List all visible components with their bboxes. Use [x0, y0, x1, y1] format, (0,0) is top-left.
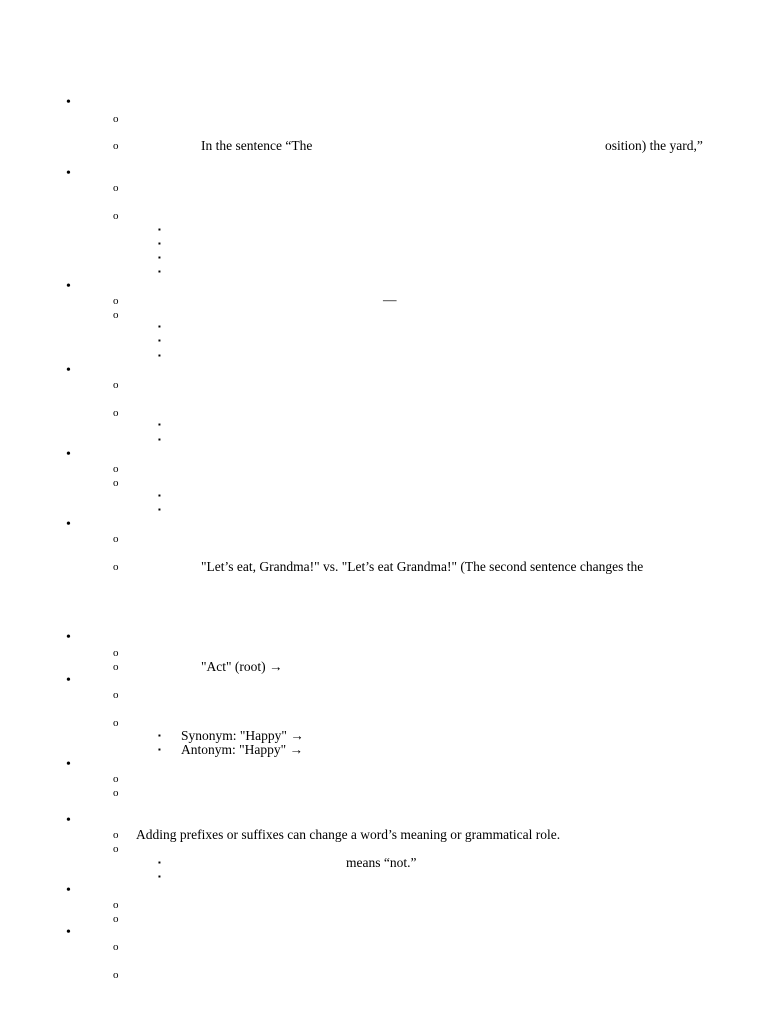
- bullet-level2: o: [113, 717, 119, 729]
- bullet-level3: ▪: [158, 505, 161, 514]
- bullet-level2: o: [113, 295, 119, 307]
- bullet-level1: •: [66, 883, 71, 898]
- bullet-level1: •: [66, 757, 71, 772]
- bullet-level2: o: [113, 843, 119, 855]
- bullet-level1: •: [66, 813, 71, 828]
- text-act-root: "Act" (root) →: [201, 659, 283, 674]
- em-dash: —: [383, 292, 397, 307]
- bullet-level1: •: [66, 95, 71, 110]
- bullet-level2: o: [113, 969, 119, 981]
- bullet-level2: o: [113, 899, 119, 911]
- bullet-level3: ▪: [158, 336, 161, 345]
- bullet-level2: o: [113, 829, 119, 841]
- bullet-level1: •: [66, 517, 71, 532]
- bullet-level3: ▪: [158, 267, 161, 276]
- bullet-level3: ▪: [158, 872, 161, 881]
- bullet-level1: •: [66, 279, 71, 294]
- text-means-not: means “not.”: [346, 855, 417, 870]
- bullet-level2: o: [113, 661, 119, 673]
- bullet-level2: o: [113, 787, 119, 799]
- bullet-level1: •: [66, 630, 71, 645]
- text-prefixes-suffixes: Adding prefixes or suffixes can change a word’s meaning or grammatical role.: [136, 827, 561, 842]
- bullet-level2: o: [113, 773, 119, 785]
- bullet-level2: o: [113, 140, 119, 152]
- bullet-level2: o: [113, 182, 119, 194]
- bullet-level3: ▪: [158, 239, 161, 248]
- bullet-level1: •: [66, 166, 71, 181]
- bullet-level2: o: [113, 533, 119, 545]
- text-sentence-end: osition) the yard,”: [605, 138, 703, 153]
- bullet-level1: •: [66, 673, 71, 688]
- text-grandma-example: "Let’s eat, Grandma!" vs. "Let’s eat Grandma!" (The second sentence changes the: [201, 559, 644, 574]
- bullet-level2: o: [113, 941, 119, 953]
- bullet-level3: ▪: [158, 420, 161, 429]
- bullet-level2: o: [113, 113, 119, 125]
- bullet-level1: •: [66, 447, 71, 462]
- bullet-level3: ▪: [158, 858, 161, 867]
- bullet-level2: o: [113, 477, 119, 489]
- bullet-level3: ▪: [158, 731, 161, 740]
- bullet-level2: o: [113, 379, 119, 391]
- bullet-level3: ▪: [158, 322, 161, 331]
- bullet-level1: •: [66, 925, 71, 940]
- bullet-level2: o: [113, 561, 119, 573]
- bullet-level1: •: [66, 363, 71, 378]
- bullet-level2: o: [113, 689, 119, 701]
- bullet-level3: ▪: [158, 491, 161, 500]
- bullet-level2: o: [113, 913, 119, 925]
- text-antonym: Antonym: "Happy" →: [181, 742, 304, 757]
- text-synonym: Synonym: "Happy" →: [181, 728, 304, 743]
- bullet-level3: ▪: [158, 435, 161, 444]
- bullet-level2: o: [113, 463, 119, 475]
- bullet-level3: ▪: [158, 225, 161, 234]
- bullet-level3: ▪: [158, 745, 161, 754]
- bullet-level2: o: [113, 210, 119, 222]
- bullet-level2: o: [113, 647, 119, 659]
- bullet-level3: ▪: [158, 351, 161, 360]
- bullet-level3: ▪: [158, 253, 161, 262]
- text-sentence-intro: In the sentence “The: [201, 138, 313, 153]
- bullet-level2: o: [113, 407, 119, 419]
- bullet-level2: o: [113, 309, 119, 321]
